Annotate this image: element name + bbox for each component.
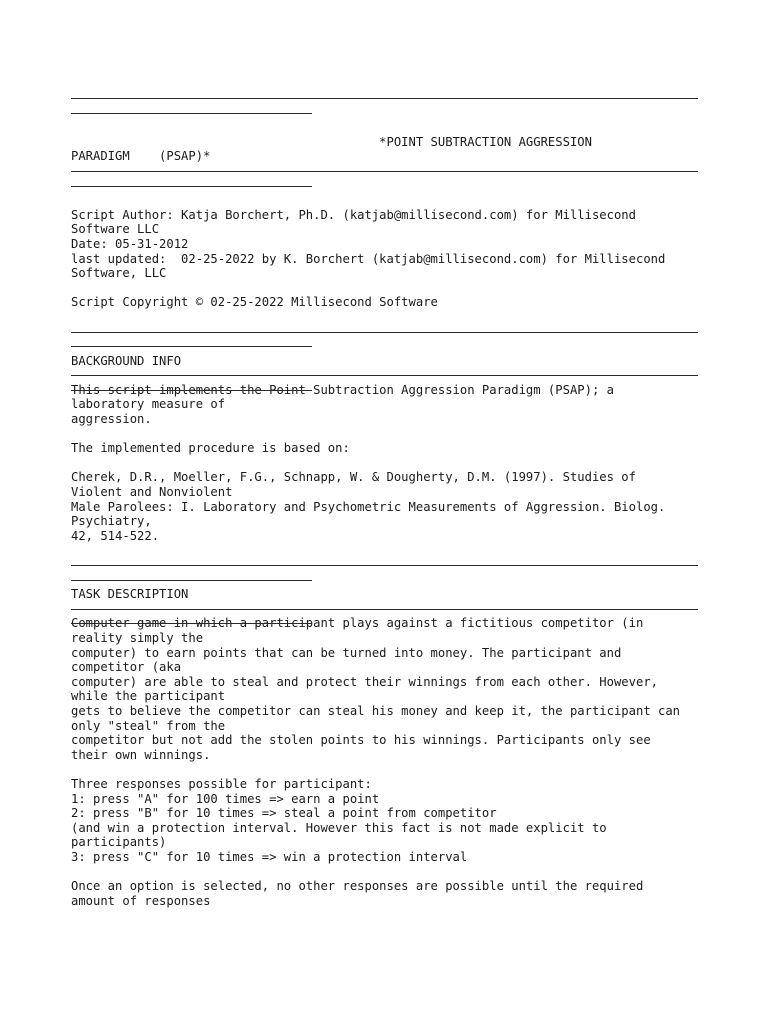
task-paragraph-3 bbox=[71, 879, 698, 908]
updated-line: last updated: 02-25-2022 by K. Borchert (katjab@millisecond.com) for Millisecond bbox=[71, 251, 666, 266]
background-text: The implemented procedure is based on: bbox=[71, 441, 350, 456]
task-text: while the participant bbox=[71, 689, 226, 704]
date-line: Date: 05-31-2012 bbox=[71, 236, 189, 251]
task-text: competitor (aka bbox=[71, 660, 182, 675]
background-text: laboratory measure of bbox=[71, 397, 226, 412]
updated-line: Software, LLC bbox=[71, 266, 167, 281]
task-text: 2: press "B" for 10 times => steal a point from competitor bbox=[71, 806, 497, 821]
task-text: 3: press "C" for 10 times => win a protection interval bbox=[71, 849, 468, 864]
task-text: computer) are able to steal and protect their winnings from each other. However, bbox=[71, 674, 658, 689]
document-page bbox=[71, 91, 698, 908]
task-text: participants) bbox=[71, 835, 167, 850]
divider bbox=[71, 602, 698, 617]
divider bbox=[71, 179, 698, 194]
background-text: This script implements the Point Subtraction Aggression Paradigm (PSAP); a bbox=[71, 382, 614, 397]
task-paragraph-2 bbox=[71, 777, 698, 865]
divider bbox=[71, 339, 698, 354]
divider bbox=[71, 368, 698, 383]
section-heading-background: BACKGROUND INFO bbox=[71, 353, 182, 368]
divider bbox=[71, 616, 698, 631]
task-text: competitor but not add the stolen points to his winnings. Participants only see bbox=[71, 733, 651, 748]
divider bbox=[71, 325, 698, 340]
author-line: Software LLC bbox=[71, 222, 160, 237]
task-text: amount of responses bbox=[71, 893, 211, 908]
reference-line: Male Parolees: I. Laboratory and Psychometric Measurements of Aggression. Biolog. bbox=[71, 499, 666, 514]
divider bbox=[71, 383, 698, 398]
task-text: 1: press "A" for 100 times => earn a point bbox=[71, 791, 380, 806]
reference-line: 42, 514-522. bbox=[71, 528, 160, 543]
task-text: only "steal" from the bbox=[71, 718, 226, 733]
title-line-1: *POINT SUBTRACTION AGGRESSION bbox=[71, 134, 592, 149]
author-line: Script Author: Katja Borchert, Ph.D. (katjab@millisecond.com) for Millisecond bbox=[71, 207, 636, 222]
title-line-2: PARADIGM (PSAP)* bbox=[71, 149, 211, 164]
background-text: aggression. bbox=[71, 412, 152, 427]
task-text: Computer game in which a participant plays against a fictitious competitor (in bbox=[71, 616, 644, 631]
task-text: Three responses possible for participant: bbox=[71, 776, 372, 791]
divider bbox=[71, 558, 698, 573]
copyright-line: Script Copyright © 02-25-2022 Millisecond Software bbox=[71, 295, 438, 310]
reference-line: Cherek, D.R., Moeller, F.G., Schnapp, W. & Dougherty, D.M. (1997). Studies of bbox=[71, 470, 636, 485]
divider bbox=[71, 91, 698, 106]
task-text: (and win a protection interval. However this fact is not made explicit to bbox=[71, 820, 607, 835]
divider bbox=[71, 164, 698, 179]
task-text: gets to believe the competitor can steal his money and keep it, the participant can bbox=[71, 703, 681, 718]
task-text: computer) to earn points that can be turned into money. The participant and bbox=[71, 645, 622, 660]
task-paragraph-1 bbox=[71, 616, 698, 762]
section-heading-task: TASK DESCRIPTION bbox=[71, 587, 189, 602]
divider bbox=[71, 106, 698, 121]
task-text: their own winnings. bbox=[71, 747, 211, 762]
divider bbox=[71, 573, 698, 588]
reference-line: Violent and Nonviolent bbox=[71, 485, 233, 500]
task-text: Once an option is selected, no other responses are possible until the required bbox=[71, 879, 644, 894]
task-text: reality simply the bbox=[71, 630, 204, 645]
reference-line: Psychiatry, bbox=[71, 514, 152, 529]
